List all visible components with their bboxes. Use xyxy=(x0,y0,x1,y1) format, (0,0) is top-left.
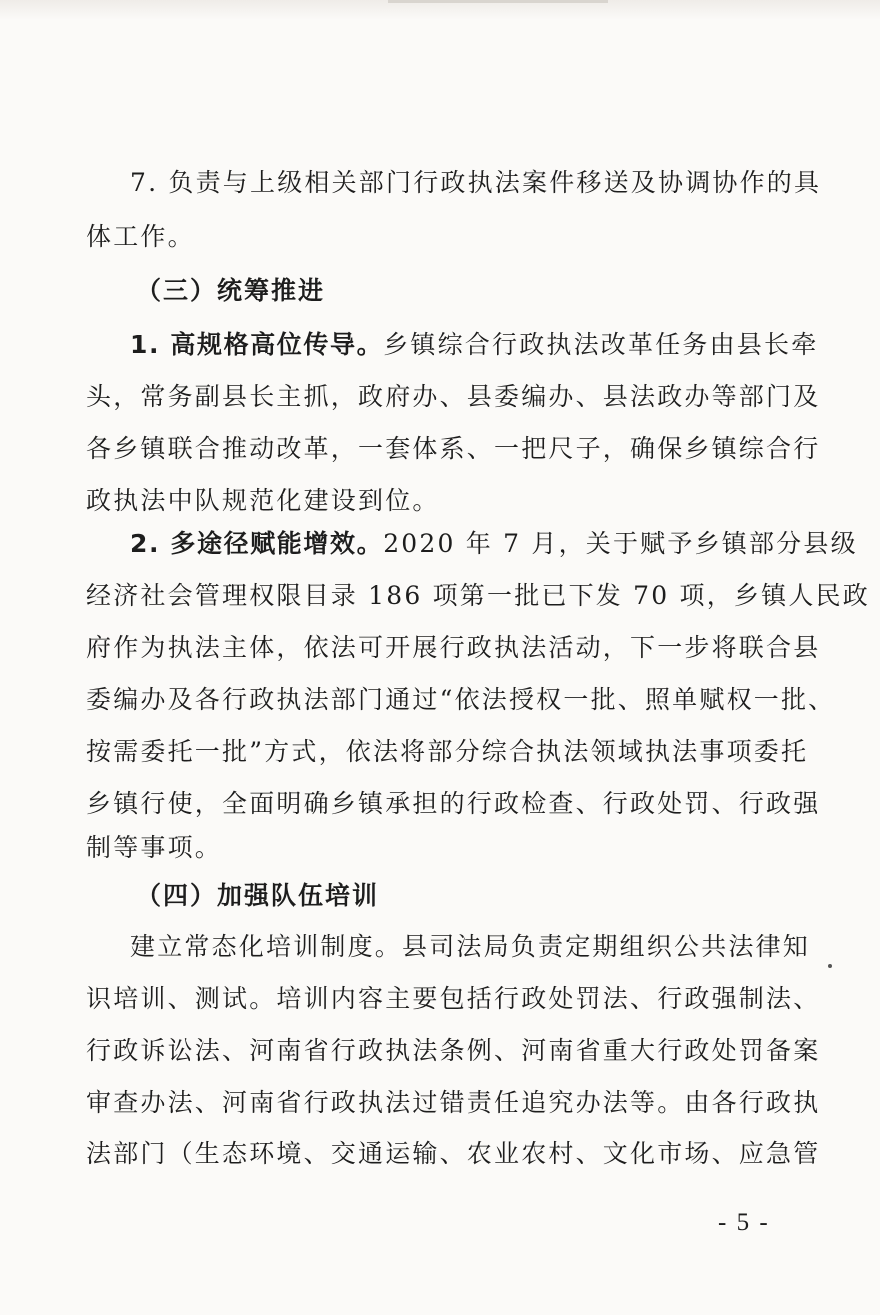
text-line: 法部门（生态环境、交通运输、农业农村、文化市场、应急管 xyxy=(86,1139,821,1168)
text-line: 按需委托一批”方式，依法将部分综合执法领域执法事项委托 xyxy=(86,737,809,766)
text-line: 审查办法、河南省行政执法过错责任追究办法等。由各行政执 xyxy=(86,1088,821,1117)
item-text: 2020 年 7 月，关于赋予乡镇部分县级 xyxy=(383,529,858,558)
page-number: - 5 - xyxy=(718,1209,770,1236)
item-title: 2. 多途径赋能增效。 xyxy=(130,529,384,558)
text-line: 7. 负责与上级相关部门行政执法案件移送及协调协作的具 xyxy=(130,168,822,197)
paragraph-first-line: 建立常态化培训制度。县司法局负责定期组织公共法律知 xyxy=(130,932,811,961)
text-line: 政执法中队规范化建设到位。 xyxy=(86,486,440,515)
text-line: 乡镇行使，全面明确乡镇承担的行政检查、行政处罚、行政强 xyxy=(86,789,821,818)
text-line: 识培训、测试。培训内容主要包括行政处罚法、行政强制法、 xyxy=(86,984,821,1013)
section-heading-3: （三）统筹推进 xyxy=(136,276,326,305)
binding-mark xyxy=(388,0,608,3)
scan-speck xyxy=(828,964,832,968)
text-line: 体工作。 xyxy=(86,222,195,251)
section-heading-4: （四）加强队伍培训 xyxy=(136,881,380,910)
text-line: 经济社会管理权限目录 186 项第一批已下发 70 项，乡镇人民政 xyxy=(86,581,870,610)
text-line: 头，常务副县长主抓，政府办、县委编办、县法政办等部门及 xyxy=(86,382,821,411)
paragraph-first-line xyxy=(0,328,880,362)
item-title: 1. 高规格高位传导。 xyxy=(130,330,384,359)
page-top-shadow xyxy=(0,0,880,20)
text-line: 委编办及各行政执法部门通过“依法授权一批、照单赋权一批、 xyxy=(86,685,836,714)
text-line: 各乡镇联合推动改革，一套体系、一把尺子，确保乡镇综合行 xyxy=(86,434,821,463)
text-line: 制等事项。 xyxy=(86,833,223,862)
text-line: 府作为执法主体，依法可开展行政执法活动，下一步将联合县 xyxy=(86,633,821,662)
item-text: 乡镇综合行政执法改革任务由县长牵 xyxy=(383,330,819,359)
text-line: 行政诉讼法、河南省行政执法条例、河南省重大行政处罚备案 xyxy=(86,1036,821,1065)
paragraph-first-line xyxy=(0,527,880,561)
